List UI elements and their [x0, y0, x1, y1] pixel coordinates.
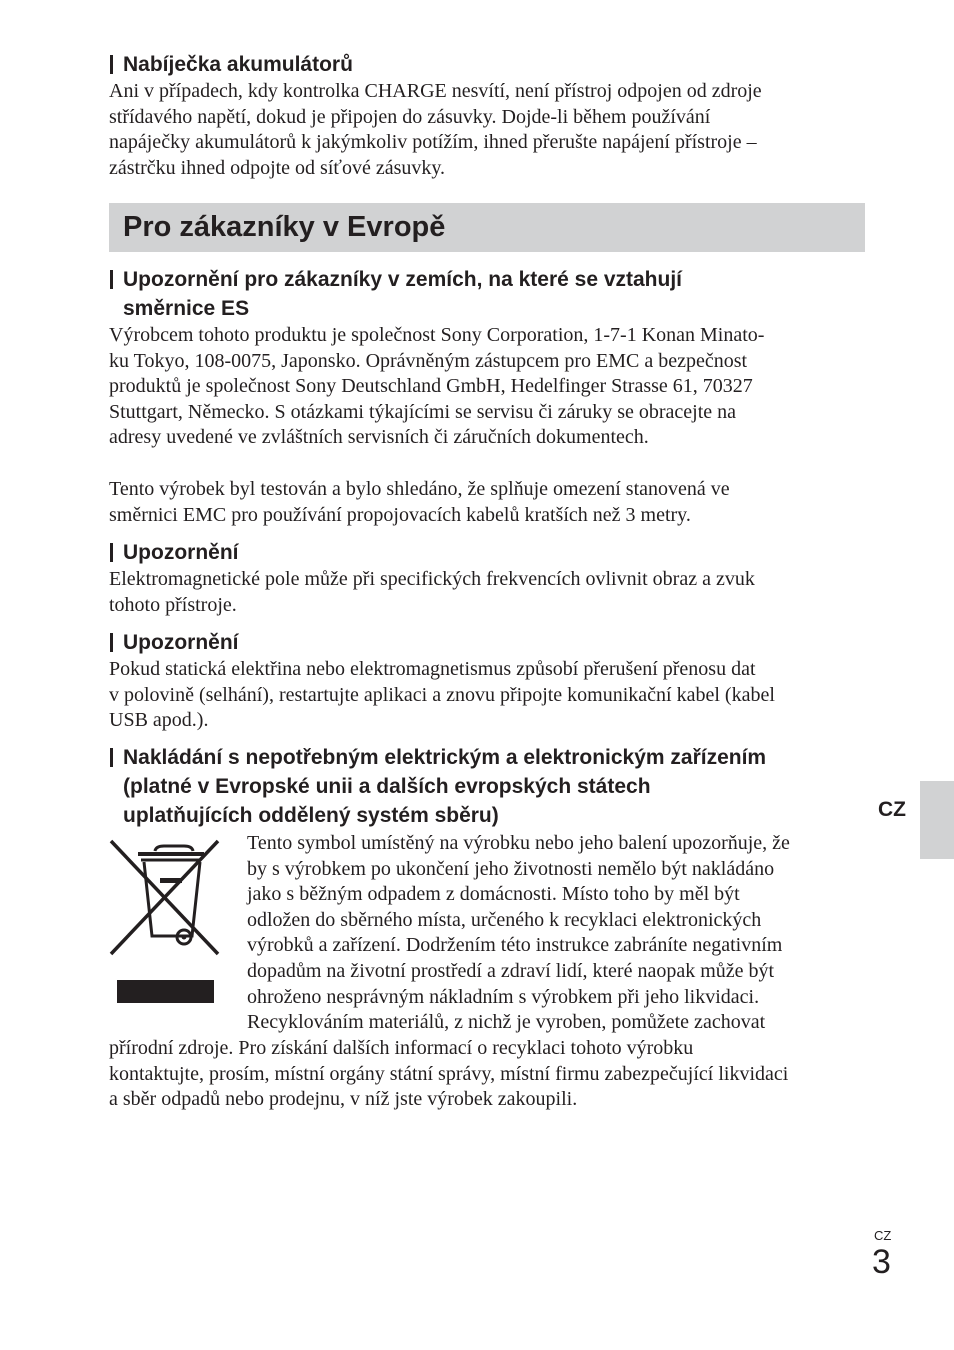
weee-bar — [117, 980, 214, 1003]
text-line: USB apod.). — [109, 709, 209, 732]
heading-bar — [110, 270, 113, 289]
paragraph-warning-2 — [109, 657, 867, 734]
section-title: Pro zákazníky v Evropě — [123, 211, 446, 243]
heading-text: Nakládání s nepotřebným elektrickým a elektronickým zařízením — [123, 746, 767, 769]
crossed-out-wheelie-bin-icon — [108, 836, 224, 1006]
bin-slot — [160, 878, 182, 883]
text-line: střídavého napětí, dokud je připojen do zásuvky. Dojde-li během používání — [109, 105, 711, 128]
heading-text: Upozornění pro zákazníky v zemích, na které se vztahují — [123, 268, 683, 291]
paragraph-charger — [109, 79, 867, 181]
text-line: a sběr odpadů nebo prodejnu, v níž jste výrobek zakoupili. — [109, 1088, 578, 1111]
paragraph-notice-es-2 — [109, 477, 867, 528]
text-line: Tento symbol umístěný na výrobku nebo jeho balení upozorňuje, že — [247, 832, 790, 854]
side-tab-label: CZ — [878, 798, 906, 821]
text-line: tohoto přístroje. — [109, 593, 237, 616]
page-number: 3 — [872, 1243, 891, 1281]
text-line: přírodní zdroje. Pro získání dalších informací o recyklaci tohoto výrobku — [109, 1037, 694, 1059]
text-line: ku Tokyo, 108-0075, Japonsko. Oprávněným zástupcem pro EMC a bezpečnost — [109, 349, 748, 372]
text-line: Stuttgart, Německo. S otázkami týkajícími se servisu či záruky se obracejte na — [109, 400, 737, 423]
heading-bar — [110, 748, 113, 767]
heading-text: Upozornění — [123, 541, 239, 564]
text-line: jako s běžným odpadem z domácnosti. Místo toho by měl být — [247, 883, 740, 906]
text-line: kontaktujte, prosím, místní orgány státní správy, místní firmu zabezpečující likvidaci — [109, 1062, 789, 1085]
text-line: Výrobcem tohoto produktu je společnost Sony Corporation, 1-7-1 Konan Minato- — [109, 324, 765, 346]
paragraph-notice-es-1 — [109, 323, 867, 451]
paragraph-warning-1 — [109, 567, 867, 618]
text-line: adresy uvedené ve zvláštních servisních či záručních dokumentech. — [109, 426, 649, 449]
heading-bar — [110, 633, 113, 652]
side-tab — [920, 781, 954, 859]
paragraph-disposal-full — [109, 1036, 867, 1113]
heading-disposal — [109, 743, 869, 830]
heading-text: Nabíječka akumulátorů — [123, 53, 353, 76]
heading-warning-2 — [109, 628, 869, 657]
heading-bar — [110, 55, 113, 74]
heading-warning-1 — [109, 538, 869, 567]
section-band-europe — [109, 203, 865, 252]
paragraph-disposal-right — [247, 831, 867, 1036]
heading-text: (platné v Evropské unii a dalších evropských státech — [123, 775, 651, 798]
text-line: Ani v případech, kdy kontrolka CHARGE nesvítí, není přístroj odpojen od zdroje — [109, 80, 762, 102]
heading-bar — [110, 543, 113, 562]
text-line: ohroženo nesprávným nákladním s výrobkem při jeho likvidaci. — [247, 985, 760, 1008]
text-line: produktů je společnost Sony Deutschland GmbH, Hedelfinger Strasse 61, 70327 — [109, 375, 753, 398]
text-line: Recyklováním materiálů, z nichž je vyroben, pomůžete zachovat — [247, 1011, 766, 1034]
text-line: Tento výrobek byl testován a bylo shledáno, že splňuje omezení stanovená ve — [109, 478, 730, 500]
heading-text: Upozornění — [123, 631, 239, 654]
text-line: Elektromagnetické pole může při specifických frekvencích ovlivnit obraz a zvuk — [109, 568, 755, 590]
text-line: zástrčku ihned odpojte od síťové zásuvky. — [109, 156, 446, 179]
text-line: směrnici EMC pro používání propojovacích kabelů kratších než 3 metry. — [109, 503, 691, 526]
text-line: výrobků a zařízení. Dodržením této instrukce zabráníte negativním — [247, 934, 783, 957]
heading-text: uplatňujících oddělený systém sběru) — [123, 804, 499, 827]
text-line: napáječky akumulátorů k jakýmkoliv potížím, ihned přerušte napájení přístroje – — [109, 131, 757, 154]
heading-charger — [109, 50, 869, 79]
heading-text: směrnice ES — [123, 297, 250, 320]
text-line: by s výrobkem po ukončení jeho životnosti nemělo být nakládáno — [247, 857, 775, 880]
page-lang: CZ — [874, 1228, 892, 1243]
text-line: v polovině (selhání), restartujte aplikaci a znovu připojte komunikační kabel (kabel — [109, 683, 775, 706]
heading-notice-es — [109, 265, 869, 323]
text-line: odložen do sběrného místa, určeného k recyklaci elektronických — [247, 908, 762, 931]
text-line: dopadům na životní prostředí a zdraví lidí, které naopak může být — [247, 959, 775, 982]
text-line: Pokud statická elektřina nebo elektromagnetismus způsobí přerušení přenosu dat — [109, 658, 756, 680]
